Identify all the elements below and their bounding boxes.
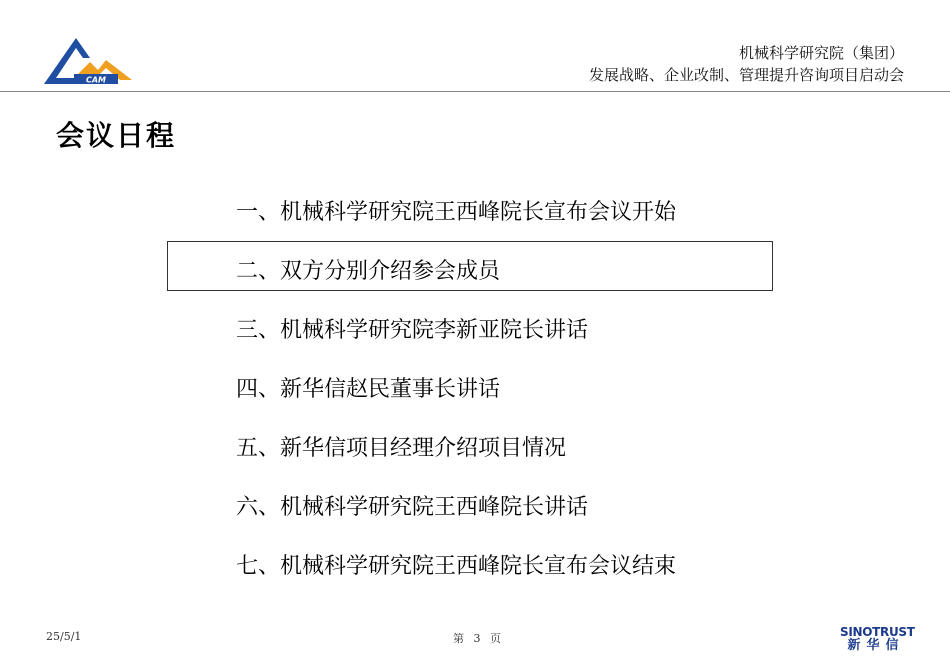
sinotrust-logo <box>840 625 915 653</box>
agenda-item-2: 二、双方分别介绍参会成员 <box>236 259 501 284</box>
header-org-line: 机械科学研究院（集团） <box>738 44 904 62</box>
header-divider <box>0 91 950 92</box>
cam-logo <box>40 34 136 86</box>
agenda-item-7: 七、机械科学研究院王西峰院长宣布会议结束 <box>236 554 677 579</box>
agenda-list <box>236 196 676 609</box>
agenda-item-4: 四、新华信赵民董事长讲话 <box>236 377 501 402</box>
agenda-item-6: 六、机械科学研究院王西峰院长讲话 <box>236 495 589 520</box>
header-subtitle-line: 发展战略、企业改制、管理提升咨询项目启动会 <box>588 66 904 84</box>
agenda-item-1: 一、机械科学研究院王西峰院长宣布会议开始 <box>236 200 677 225</box>
logo-text: CAM <box>85 75 107 85</box>
agenda-item-3: 三、机械科学研究院李新亚院长讲话 <box>236 318 589 343</box>
page-title: 会议日程 <box>56 119 177 152</box>
footer-date: 25/5/1 <box>46 630 82 643</box>
brand-name-cn: 新华信 <box>847 638 905 653</box>
brand-name-en: SINOTRUST <box>840 625 915 639</box>
header-text <box>589 42 904 86</box>
agenda-item-5: 五、新华信项目经理介绍项目情况 <box>236 436 567 461</box>
footer-page-number: 第 3 页 <box>453 632 501 645</box>
